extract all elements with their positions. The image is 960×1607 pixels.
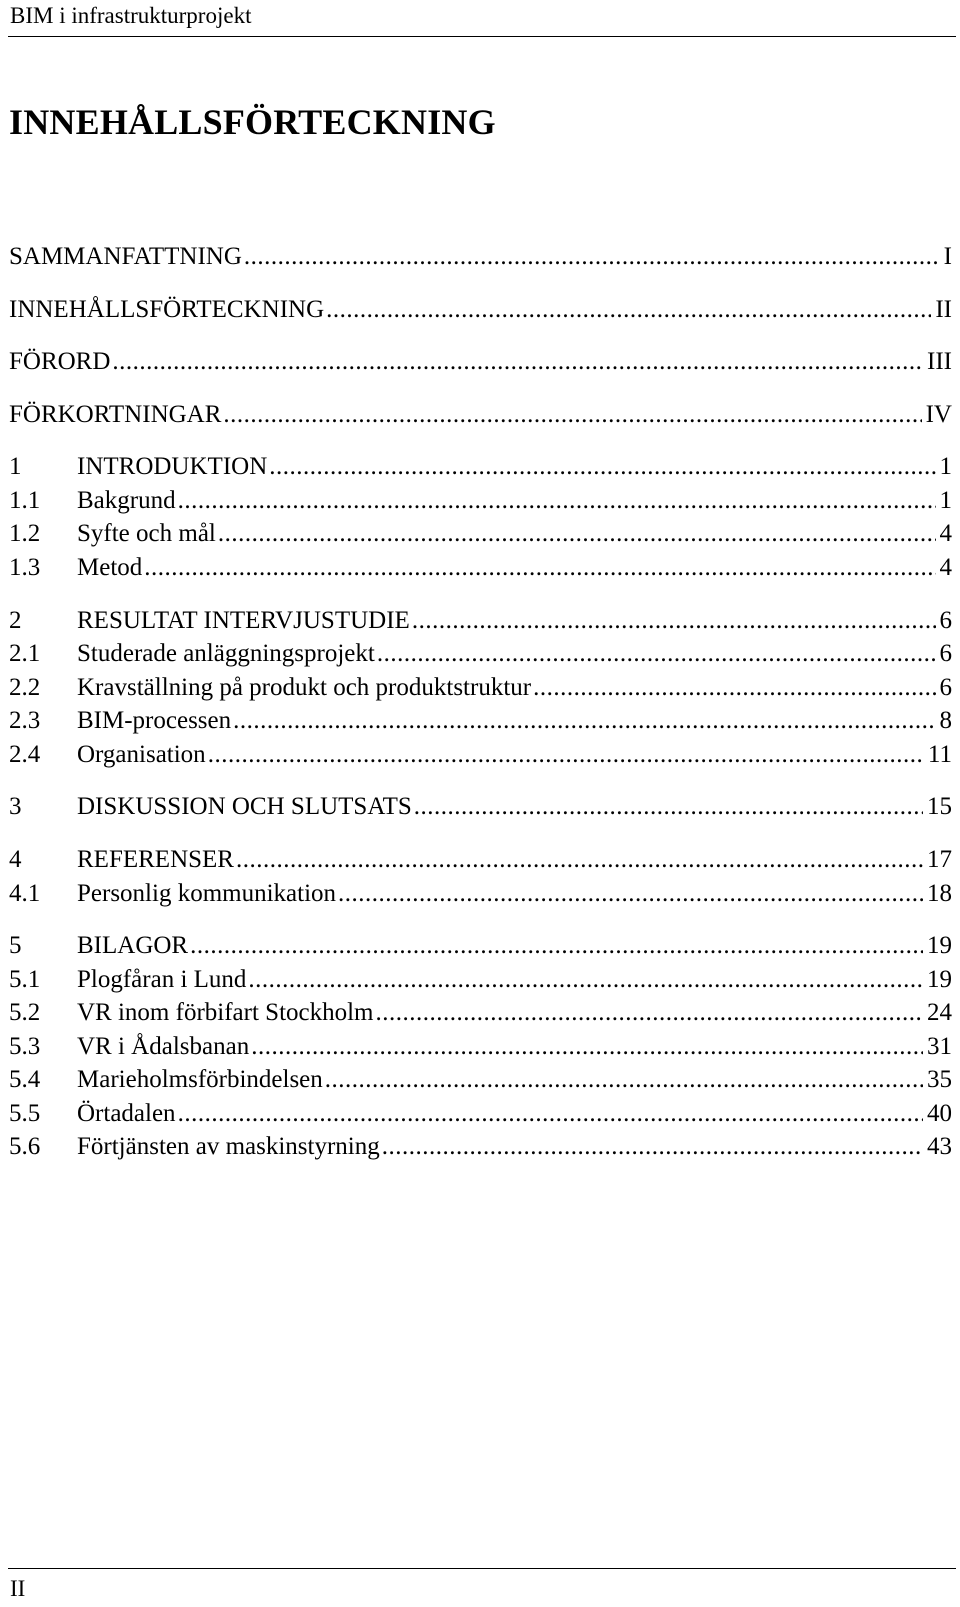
toc-entry-label: FÖRKORTNINGAR xyxy=(9,401,222,428)
toc-entry-page: 6 xyxy=(939,607,952,634)
toc-entry-1-3[interactable] xyxy=(9,552,952,584)
toc-entry-number: 2.3 xyxy=(9,707,41,734)
dot-leader xyxy=(325,1064,923,1096)
toc-entry-label: INNEHÅLLSFÖRTECKNING xyxy=(9,296,325,323)
running-footer xyxy=(8,1568,956,1607)
toc-entry-number: 5 xyxy=(9,932,22,959)
dot-leader xyxy=(178,485,936,517)
toc-entry-number: 4.1 xyxy=(9,880,41,907)
toc-entry-2-1[interactable] xyxy=(9,638,952,670)
toc-entry-page: 8 xyxy=(939,707,952,734)
toc-entry-page: 6 xyxy=(939,640,952,667)
toc-entry-number: 2.4 xyxy=(9,741,41,768)
toc-entry-label: Personlig kommunikation xyxy=(77,880,337,907)
toc-entry-label: Plogfåran i Lund xyxy=(77,966,247,993)
dot-leader xyxy=(377,638,936,670)
dot-leader xyxy=(376,997,924,1029)
toc-entry-1[interactable] xyxy=(9,451,952,483)
toc-entry-label: Organisation xyxy=(77,741,206,768)
toc-entry-5-3[interactable] xyxy=(9,1031,952,1063)
toc-entry-page: 17 xyxy=(927,846,952,873)
toc-entry-label: REFERENSER xyxy=(77,846,234,873)
toc-entry-number: 2 xyxy=(9,607,22,634)
toc-entry-forkortningar[interactable] xyxy=(9,399,952,431)
dot-leader xyxy=(533,672,935,704)
toc-entry-number: 1.3 xyxy=(9,554,41,581)
dot-leader xyxy=(326,294,931,326)
toc-entry-label: INTRODUKTION xyxy=(77,453,268,480)
dot-leader xyxy=(382,1131,923,1163)
toc-entry-number: 5.6 xyxy=(9,1133,41,1160)
dot-leader xyxy=(338,878,923,910)
toc-entry-page: 4 xyxy=(939,554,952,581)
running-header-title: BIM i infrastrukturprojekt xyxy=(10,3,252,28)
toc-entry-2-4[interactable] xyxy=(9,739,952,771)
toc-entry-page: 15 xyxy=(927,793,952,820)
page-title: INNEHÅLLSFÖRTECKNING xyxy=(9,102,496,142)
toc-entry-number: 3 xyxy=(9,793,22,820)
toc-entry-label: VR i Ådalsbanan xyxy=(77,1033,250,1060)
dot-leader xyxy=(218,518,936,550)
toc-entry-label: Örtadalen xyxy=(77,1100,176,1127)
toc-entry-4[interactable] xyxy=(9,844,952,876)
toc-entry-label: RESULTAT INTERVJUSTUDIE xyxy=(77,607,410,634)
toc-entry-label: Syfte och mål xyxy=(77,520,216,547)
dot-leader xyxy=(236,844,923,876)
dot-leader xyxy=(190,930,923,962)
toc-entry-2-2[interactable] xyxy=(9,672,952,704)
toc-entry-page: 40 xyxy=(927,1100,952,1127)
toc-entry-label: Förtjänsten av maskinstyrning xyxy=(77,1133,380,1160)
toc-entry-page: II xyxy=(935,296,952,323)
dot-leader xyxy=(251,1031,923,1063)
toc-entry-page: 31 xyxy=(927,1033,952,1060)
dot-leader xyxy=(178,1098,923,1130)
toc-entry-label: DISKUSSION OCH SLUTSATS xyxy=(77,793,412,820)
toc-entry-5-1[interactable] xyxy=(9,964,952,996)
footer-page-number: II xyxy=(10,1576,26,1601)
dot-leader xyxy=(233,705,935,737)
toc-entry-label: Marieholmsförbindelsen xyxy=(77,1066,323,1093)
dot-leader xyxy=(112,346,923,378)
running-header xyxy=(8,0,956,37)
toc-entry-label: VR inom förbifart Stockholm xyxy=(77,999,374,1026)
toc-entry-5-2[interactable] xyxy=(9,997,952,1029)
toc-entry-forord[interactable] xyxy=(9,346,952,378)
toc-entry-5-5[interactable] xyxy=(9,1098,952,1130)
dot-leader xyxy=(144,552,935,584)
toc-entry-number: 1.1 xyxy=(9,487,41,514)
dot-leader xyxy=(412,605,936,637)
dot-leader xyxy=(223,399,921,431)
dot-leader xyxy=(269,451,935,483)
toc-entry-label: Metod xyxy=(77,554,143,581)
toc-entry-page: 19 xyxy=(927,966,952,993)
toc-entry-page: 4 xyxy=(939,520,952,547)
toc-entry-number: 4 xyxy=(9,846,22,873)
toc-entry-number: 5.5 xyxy=(9,1100,41,1127)
toc-entry-page: 6 xyxy=(939,674,952,701)
toc-entry-5[interactable] xyxy=(9,930,952,962)
dot-leader xyxy=(244,241,940,273)
toc-entry-number: 1 xyxy=(9,453,22,480)
toc-entry-label: SAMMANFATTNING xyxy=(9,243,242,270)
toc-entry-1-2[interactable] xyxy=(9,518,952,550)
toc-entry-page: 1 xyxy=(939,453,952,480)
dot-leader xyxy=(208,739,924,771)
toc-entry-label: BILAGOR xyxy=(77,932,189,959)
toc-entry-4-1[interactable] xyxy=(9,878,952,910)
toc-entry-page: 18 xyxy=(927,880,952,907)
toc-entry-number: 2.2 xyxy=(9,674,41,701)
toc-entry-number: 2.1 xyxy=(9,640,41,667)
toc-entry-label: Studerade anläggningsprojekt xyxy=(77,640,375,667)
toc-entry-number: 1.2 xyxy=(9,520,41,547)
toc-entry-label: Kravställning på produkt och produktstruktur xyxy=(77,674,532,701)
toc-entry-5-4[interactable] xyxy=(9,1064,952,1096)
toc-entry-3[interactable] xyxy=(9,791,952,823)
toc-entry-page: 1 xyxy=(939,487,952,514)
toc-entry-label: FÖRORD xyxy=(9,348,111,375)
toc-entry-5-6[interactable] xyxy=(9,1131,952,1163)
toc-entry-number: 5.1 xyxy=(9,966,41,993)
toc-entry-2-3[interactable] xyxy=(9,705,952,737)
toc-entry-2[interactable] xyxy=(9,605,952,637)
toc-entry-number: 5.4 xyxy=(9,1066,41,1093)
toc-entry-label: Bakgrund xyxy=(77,487,176,514)
dot-leader xyxy=(248,964,923,996)
toc-entry-page: I xyxy=(943,243,952,270)
toc-entry-page: IV xyxy=(925,401,952,428)
toc-entry-innehallsforteckning[interactable] xyxy=(9,294,952,326)
toc-entry-page: 11 xyxy=(927,741,952,768)
toc-entry-page: III xyxy=(927,348,952,375)
dot-leader xyxy=(414,791,923,823)
toc-entry-page: 19 xyxy=(927,932,952,959)
toc-entry-label: BIM-processen xyxy=(77,707,232,734)
toc-entry-number: 5.3 xyxy=(9,1033,41,1060)
toc-entry-1-1[interactable] xyxy=(9,485,952,517)
toc-entry-sammanfattning[interactable] xyxy=(9,241,952,273)
toc-entry-page: 43 xyxy=(927,1133,952,1160)
toc-entry-page: 24 xyxy=(927,999,952,1026)
toc-entry-page: 35 xyxy=(927,1066,952,1093)
toc-entry-number: 5.2 xyxy=(9,999,41,1026)
